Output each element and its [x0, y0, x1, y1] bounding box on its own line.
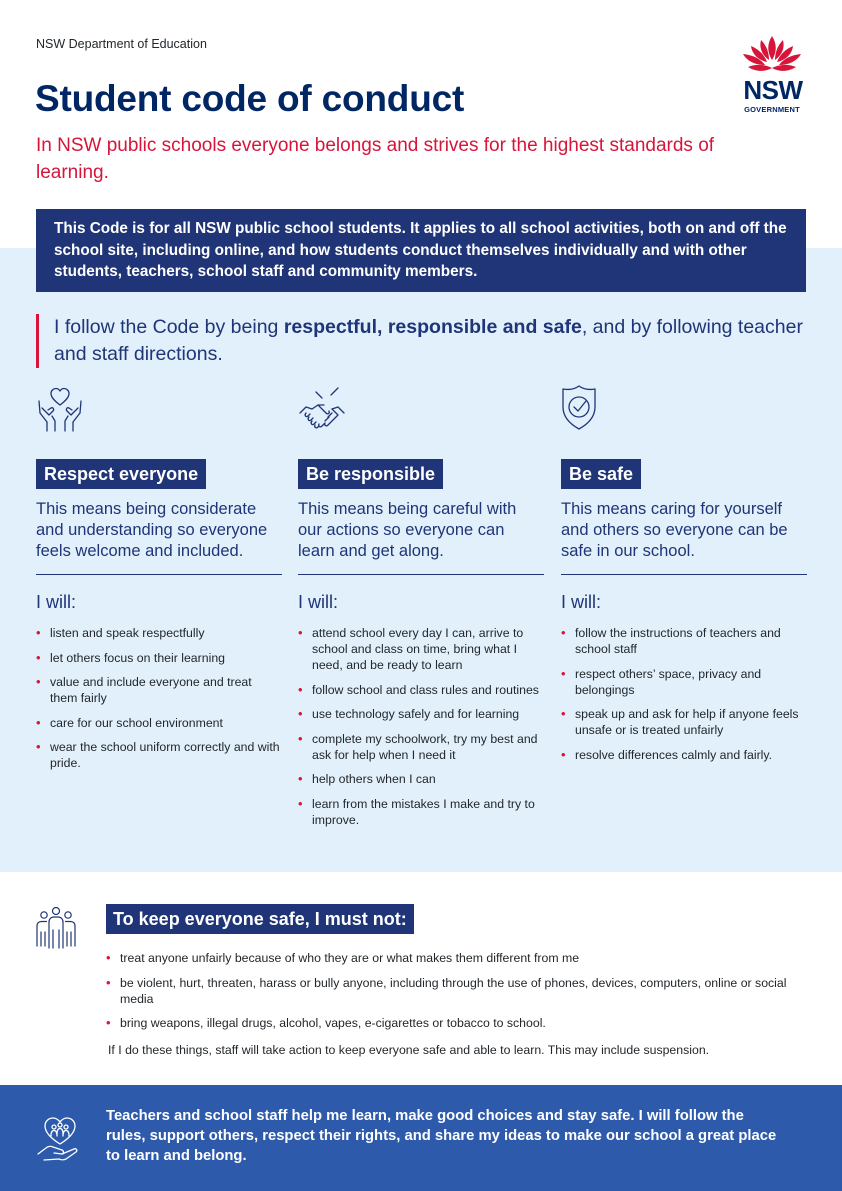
follow-text-end: , and by following teacher and staff directions.: [54, 316, 803, 365]
will-list: [298, 625, 544, 828]
divider: [298, 574, 544, 575]
column-safe: [561, 383, 807, 771]
column-heading: Be responsible: [298, 459, 443, 489]
list-item: • value and include everyone and treat them fairly: [36, 674, 282, 706]
list-item: • resolve differences calmly and fairly.: [561, 747, 807, 763]
footer-message: Teachers and school staff help me learn, make good choices and stay safe. I will follow the rules, support others, respect their rights, and share my ideas to make our school a great place to learn and belong.: [106, 1108, 777, 1164]
hand-heart-people-icon: [36, 1114, 84, 1162]
list-item: • wear the school uniform correctly and with pride.: [36, 739, 282, 771]
list-item: • listen and speak respectfully: [36, 625, 282, 641]
intro-box: This Code is for all NSW public school students. It applies to all school activities, both on and off the school site, including online, and how students conduct themselves individually and with other students, teachers, school staff and community members.: [36, 209, 806, 292]
shield-check-icon: [561, 383, 609, 433]
department-name: NSW Department of Education: [36, 37, 207, 51]
consequence-note: If I do these things, staff will take action to keep everyone safe and able to learn. This may include suspension.: [108, 1043, 710, 1057]
column-respect: [36, 383, 282, 780]
column-description: This means caring for yourself and others so everyone can be safe in our school.: [561, 500, 788, 560]
list-item: • be violent, hurt, threaten, harass or bully anyone, including through the use of phones, devices, computers, online or social media: [106, 975, 806, 1007]
handshake-icon: [298, 383, 346, 433]
will-label: I will:: [298, 592, 338, 612]
nsw-government-logo: [734, 34, 810, 118]
page-title: Student code of conduct: [35, 78, 465, 119]
follow-text-bold: respectful, responsible and safe: [283, 316, 582, 338]
list-item: • learn from the mistakes I make and try to improve.: [298, 796, 544, 828]
column-description: This means being considerate and understanding so everyone feels welcome and included.: [36, 500, 268, 560]
column-heading: Be safe: [561, 459, 641, 489]
divider: [561, 574, 807, 575]
people-group-icon: [35, 906, 77, 950]
logo-wordmark: NSW: [743, 75, 803, 105]
list-item: • speak up and ask for help if anyone feels unsafe or is treated unfairly: [561, 706, 807, 738]
list-item: • let others focus on their learning: [36, 650, 282, 666]
waratah-icon: [734, 34, 810, 76]
will-list: [561, 625, 807, 763]
must-not-heading: To keep everyone safe, I must not:: [106, 904, 414, 934]
list-item: • treat anyone unfairly because of who they are or what makes them different from me: [106, 950, 806, 966]
list-item: • use technology safely and for learning: [298, 706, 544, 722]
list-item: • follow the instructions of teachers and school staff: [561, 625, 807, 657]
list-item: • attend school every day I can, arrive to school and class on time, bring what I need, and be ready to learn: [298, 625, 544, 673]
divider: [36, 574, 282, 575]
list-item: • follow school and class rules and routines: [298, 682, 544, 698]
list-item: • care for our school environment: [36, 715, 282, 731]
logo-tagline: GOVERNMENT: [744, 105, 800, 114]
column-description: This means being careful with our actions so everyone can learn and get along.: [298, 500, 517, 560]
hands-heart-icon: [36, 383, 84, 433]
follow-text-start: I follow the Code by being: [54, 316, 284, 338]
follow-statement: [36, 314, 806, 368]
list-item: • bring weapons, illegal drugs, alcohol, vapes, e-cigarettes or tobacco to school.: [106, 1015, 806, 1031]
page-subtitle: In NSW public schools everyone belongs and strives for the highest standards of learning.: [36, 135, 715, 183]
list-item: • complete my schoolwork, try my best and ask for help when I need it: [298, 731, 544, 763]
will-label: I will:: [36, 592, 76, 612]
column-heading: Respect everyone: [36, 459, 206, 489]
will-label: I will:: [561, 592, 601, 612]
column-responsible: [298, 383, 544, 836]
will-list: [36, 625, 282, 771]
list-item: • help others when I can: [298, 771, 544, 787]
must-not-list: [106, 950, 806, 1040]
list-item: • respect others’ space, privacy and belongings: [561, 666, 807, 698]
